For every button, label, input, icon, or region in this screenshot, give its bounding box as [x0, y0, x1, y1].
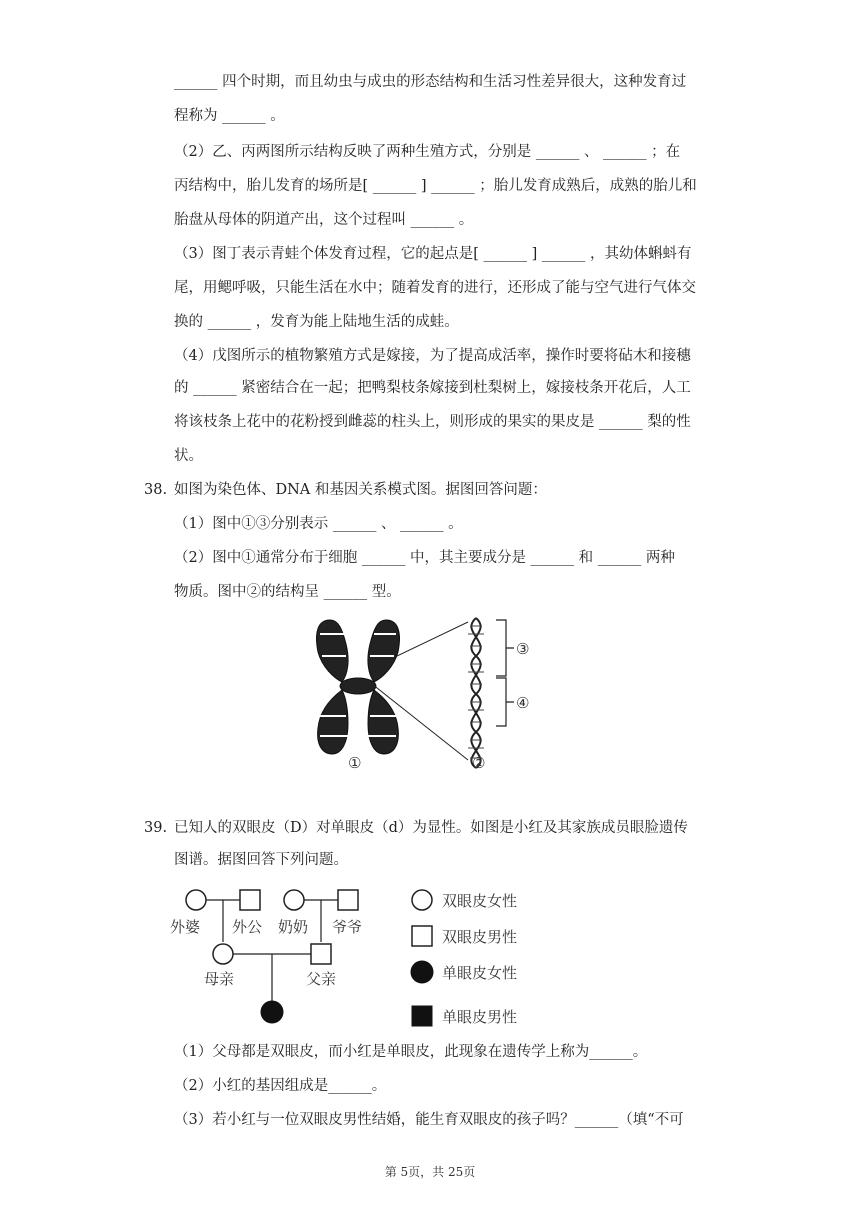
- legend-label: 单眼皮男性: [442, 1008, 518, 1026]
- sub-question: （2）图中①通常分布于细胞 ______ 中，其主要成分是 ______ 和 ______ 两种: [174, 550, 675, 566]
- text-line: 状。: [174, 448, 203, 464]
- bracket-4: [496, 678, 514, 726]
- label-1: ①: [348, 754, 362, 772]
- label-nainai: 奶奶: [278, 918, 309, 936]
- legend-label: 双眼皮男性: [442, 928, 518, 946]
- sub-question: （1）父母都是双眼皮，而小红是单眼皮，此现象在遗传学上称为______。: [174, 1044, 648, 1060]
- text-line: 将该枝条上花中的花粉授到雌蕊的柱头上，则形成的果实的果皮是 ______ 梨的性: [174, 414, 691, 430]
- sub-question: （2）小红的基因组成是______。: [174, 1078, 387, 1094]
- legend-double-female-icon: [412, 890, 432, 910]
- legend-single-male-icon: [412, 1006, 432, 1026]
- label-yeye: 爷爷: [332, 918, 363, 936]
- text-line: 胎盘从母体的阴道产出，这个过程叫 ______ 。: [174, 212, 474, 228]
- question-number: 38.: [144, 482, 168, 498]
- nainai-symbol: [284, 890, 304, 910]
- text-line: 的 ______ 紧密结合在一起；把鸭梨枝条嫁接到杜梨树上，嫁接枝条开花后，人工: [174, 380, 691, 396]
- chromosome-dna-figure: [300, 612, 560, 782]
- label-3: ③: [516, 640, 530, 658]
- legend-label: 双眼皮女性: [442, 892, 518, 910]
- waipo-symbol: [186, 890, 206, 910]
- question-stem: 图谱。据图回答下列问题。: [174, 852, 348, 868]
- text-line: 尾，用鳃呼吸，只能生活在水中；随着发育的进行，还形成了能与空气进行气体交: [174, 280, 696, 296]
- question-stem: 如图为染色体、DNA 和基因关系模式图。据图回答问题：: [174, 482, 547, 498]
- muqin-symbol: [213, 944, 233, 964]
- question-stem: 已知人的双眼皮（D）对单眼皮（d）为显性。如图是小红及其家族成员眼脸遗传: [174, 820, 688, 836]
- xiaohong-symbol: [261, 1001, 283, 1023]
- bracket-3: [496, 620, 514, 676]
- legend-single-female-icon: [411, 961, 433, 983]
- text-line: ______ 四个时期，而且幼虫与成虫的形态结构和生活习性差异很大，这种发育过: [174, 74, 687, 90]
- legend: [411, 890, 517, 1026]
- label-muqin: 母亲: [204, 970, 235, 988]
- page-footer: 第 5页，共 25页: [384, 1165, 476, 1179]
- question-number: 39.: [144, 820, 168, 836]
- sub-question: （1）图中①③分别表示 ______ 、 ______ 。: [174, 516, 463, 532]
- text-line: （2）乙、丙两图所示结构反映了两种生殖方式，分别是 ______ 、 ______ ；在: [174, 144, 681, 160]
- label-fuqin: 父亲: [306, 970, 337, 988]
- text-line: （3）图丁表示青蛙个体发育过程，它的起点是[ ______ ] ______ ，其幼体蝌蚪有: [174, 246, 692, 262]
- text-line: 丙结构中，胎儿发育的场所是[ ______ ] ______ ；胎儿发育成熟后，成熟的胎儿和: [174, 178, 697, 194]
- sub-question: （3）若小红与一位双眼皮男性结婚，能生育双眼皮的孩子吗？______（填“不可: [174, 1112, 684, 1128]
- label-2: ②: [472, 754, 486, 772]
- legend-label: 单眼皮女性: [442, 964, 518, 982]
- dna-helix-icon: [471, 618, 480, 768]
- pedigree-figure: [170, 880, 540, 1030]
- text-line: 换的 ______ ，发育为能上陆地生活的成蛙。: [174, 314, 459, 330]
- yeye-symbol: [338, 890, 358, 910]
- text-line: 程称为 ______ 。: [174, 108, 285, 124]
- legend-double-male-icon: [412, 926, 432, 946]
- label-4: ④: [516, 694, 530, 712]
- label-waipo: 外婆: [170, 918, 201, 936]
- chromosome-icon: [317, 620, 400, 754]
- text-line: （4）戊图所示的植物繁殖方式是嫁接，为了提高成活率，操作时要将砧木和接穗: [174, 348, 691, 364]
- label-waigong: 外公: [232, 918, 263, 936]
- sub-question: 物质。图中②的结构呈 ______ 型。: [174, 584, 401, 600]
- waigong-symbol: [240, 890, 260, 910]
- fuqin-symbol: [311, 944, 331, 964]
